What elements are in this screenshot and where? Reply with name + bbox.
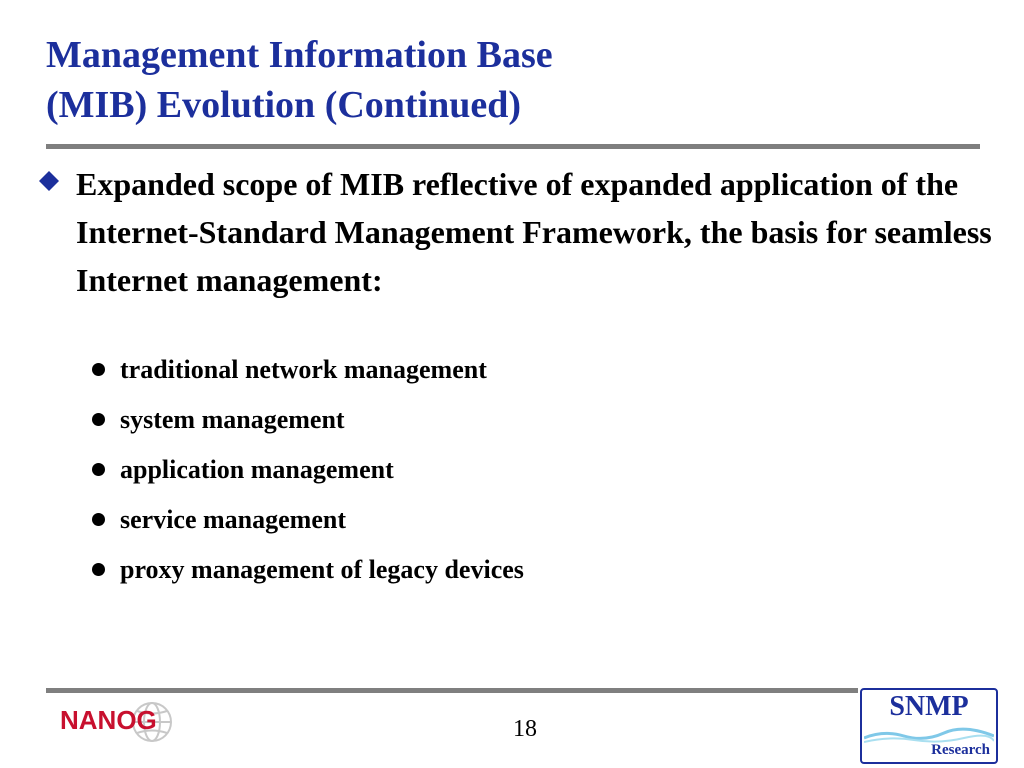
nanog-logo (58, 700, 208, 750)
sub-bullet-text: application management (120, 455, 394, 484)
snmp-logo-subtitle: Research (931, 742, 990, 758)
slide-title-line-1: Management Information Base (46, 34, 553, 76)
sub-bullet-item (92, 498, 524, 548)
dot-bullet-icon (92, 363, 105, 376)
sub-bullet-item (92, 448, 524, 498)
sub-bullet-item (92, 398, 524, 448)
sub-bullet-text: proxy management of legacy devices (120, 555, 524, 584)
snmp-logo-title: SNMP (889, 691, 969, 722)
sub-bullet-text: traditional network management (120, 355, 487, 384)
page-number: 18 (513, 716, 537, 742)
slide-title-line-2: (MIB) Evolution (Continued) (46, 84, 522, 126)
dot-bullet-icon (92, 563, 105, 576)
sub-bullet-list (92, 348, 524, 598)
sub-bullet-text: service management (120, 505, 346, 534)
sub-bullet-item (92, 548, 524, 598)
sub-bullet-item (92, 348, 524, 398)
dot-bullet-icon (92, 513, 105, 526)
snmp-research-logo (860, 688, 998, 764)
slide-title (46, 30, 986, 130)
main-bullet-text: Expanded scope of MIB reflective of expanded application of the Internet-Standard Management Framework, the basis for seamless Internet management: (76, 166, 992, 298)
main-bullet (38, 160, 998, 304)
title-divider (46, 144, 980, 149)
sub-bullet-text: system management (120, 405, 345, 434)
nanog-logo-text: NANOG (60, 705, 157, 735)
footer-divider (46, 688, 858, 693)
dot-bullet-icon (92, 463, 105, 476)
dot-bullet-icon (92, 413, 105, 426)
diamond-bullet-icon (38, 170, 60, 192)
